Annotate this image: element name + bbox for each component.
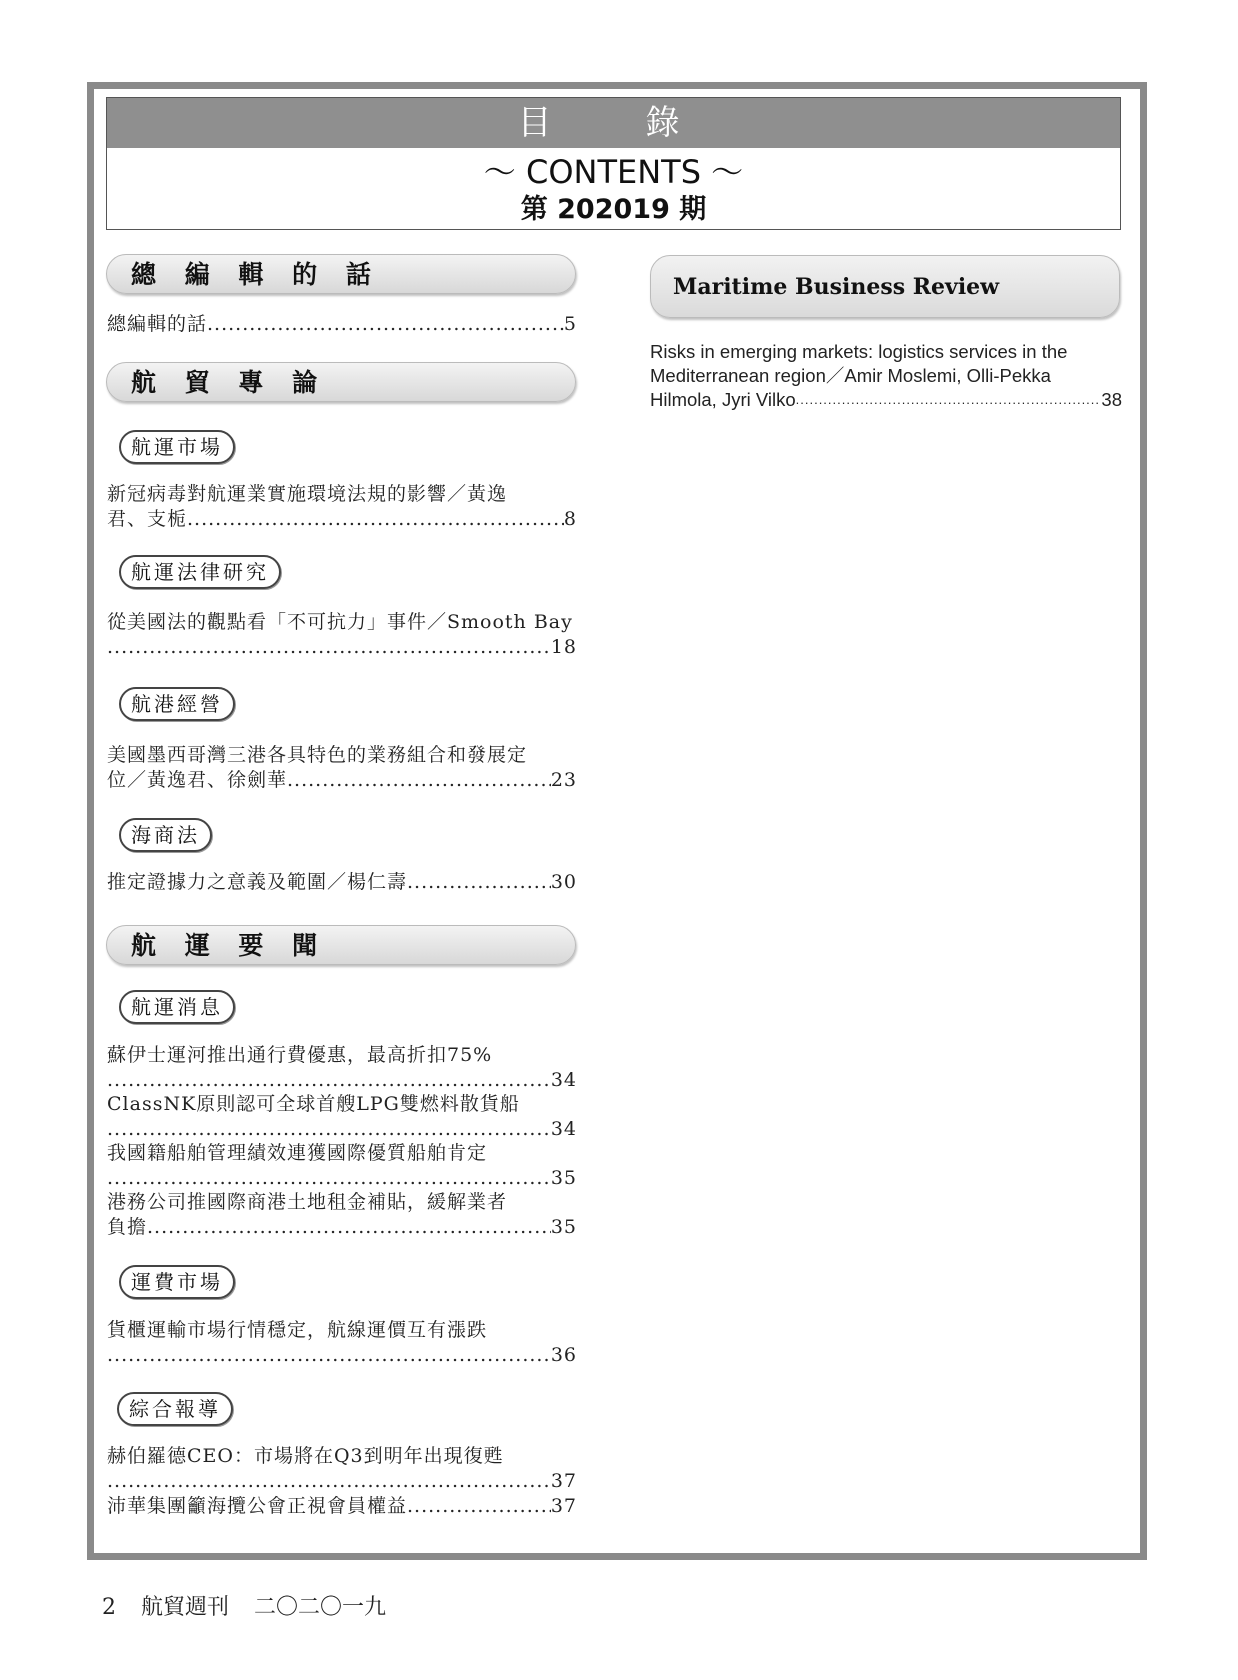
toc-entry[interactable] <box>107 1043 577 1093</box>
toc-entry[interactable] <box>107 482 577 532</box>
toc-entry-title: 總編輯的話 <box>107 313 208 335</box>
toc-entry[interactable] <box>107 870 577 895</box>
toc-entry-title: 沛華集團籲海攬公會正視會員權益 <box>107 1495 408 1517</box>
section-heading-editor <box>106 254 576 294</box>
toc-entry-page: 37 <box>550 1470 577 1492</box>
subsection-label-shipping-market: 航運市場 <box>119 430 235 464</box>
toc-entry-page: 36 <box>550 1344 577 1366</box>
subsection-label-maritime-law: 航運法律研究 <box>119 555 281 589</box>
toc-entry-page: 35 <box>550 1216 577 1238</box>
leader-dots <box>287 768 551 793</box>
subsection-label-freight-market: 運費市場 <box>119 1265 235 1299</box>
section-heading-editor-label: 總 編 輯 的 話 <box>131 260 381 289</box>
toc-entry[interactable] <box>107 312 577 337</box>
toc-entry[interactable] <box>107 743 577 793</box>
toc-entry-page: 18 <box>550 636 577 658</box>
leader-dots <box>407 1494 551 1519</box>
toc-entry[interactable] <box>107 1190 577 1240</box>
section-heading-mbr <box>650 255 1120 318</box>
section-heading-news <box>106 925 576 965</box>
toc-entry[interactable] <box>107 1318 577 1368</box>
leader-dots <box>407 870 551 895</box>
footer-issue-text: 二〇二〇一九 <box>254 1595 387 1620</box>
contents-header <box>106 97 1121 230</box>
toc-entry-title: 赫伯羅德CEO：市場將在Q3到明年出現復甦 <box>107 1445 504 1467</box>
subsection-label-shipping-news: 航運消息 <box>119 990 235 1024</box>
toc-entry[interactable] <box>107 1494 577 1519</box>
toc-entry-title: 推定證據力之意義及範圍／楊仁壽 <box>107 871 408 893</box>
toc-entry-title: 蘇伊士運河推出通行費優惠，最高折扣75% <box>107 1044 493 1066</box>
leader-dots <box>107 1469 551 1494</box>
subsection-label-general-report: 綜合報導 <box>117 1392 233 1426</box>
toc-entry[interactable] <box>107 1444 577 1494</box>
toc-entry-title-cont: 位／黃逸君、徐劍華 <box>107 769 288 791</box>
header-title: 目 錄 <box>107 98 1120 148</box>
section-heading-mbr-label: Maritime Business Review <box>673 274 1000 300</box>
toc-entry-title-cont: 負擔 <box>107 1216 148 1238</box>
subsection-label-port-operation: 航港經營 <box>119 687 235 721</box>
toc-entry-title: 從美國法的觀點看「不可抗力」事件／Smooth Bay <box>107 611 573 633</box>
footer-publication: 航貿週刊 <box>141 1595 230 1620</box>
toc-entry-page: 35 <box>550 1167 577 1189</box>
toc-entry-page: 8 <box>563 508 577 530</box>
toc-entry-title: ClassNK原則認可全球首艘LPG雙燃料散貨船 <box>107 1093 520 1115</box>
toc-entry-page: 34 <box>550 1069 577 1091</box>
leader-dots <box>107 1166 551 1191</box>
section-heading-trade-label: 航 貿 專 論 <box>131 368 328 397</box>
leader-dots <box>187 507 564 532</box>
section-heading-news-label: 航 運 要 聞 <box>131 931 328 960</box>
toc-entry-title-cont: Mediterranean region／Amir Moslemi, Olli-Pekka <box>650 365 1051 386</box>
toc-entry-page: 38 <box>1101 389 1122 410</box>
toc-entry-page: 37 <box>550 1495 577 1517</box>
toc-entry-title: Risks in emerging markets: logistics services in the <box>650 341 1068 362</box>
toc-entry-title-cont: 君、支栀 <box>107 508 188 530</box>
toc-entry-title: 新冠病毒對航運業實施環境法規的影響／黃逸 <box>107 483 508 505</box>
toc-entry[interactable] <box>107 1141 577 1191</box>
leader-dots <box>107 1068 551 1093</box>
footer-page-number: 2 <box>102 1595 116 1620</box>
leader-dots <box>147 1215 551 1240</box>
toc-entry-title: 港務公司推國際商港土地租金補貼，緩解業者 <box>107 1191 508 1213</box>
leader-dots <box>107 1117 551 1142</box>
header-contents-label: ～ CONTENTS ～ <box>483 153 744 191</box>
page-footer <box>102 1590 404 1621</box>
leader-dots <box>107 1343 551 1368</box>
toc-entry-page: 23 <box>550 769 577 791</box>
toc-entry-title: 我國籍船舶管理績效連獲國際優質船舶肯定 <box>107 1142 488 1164</box>
toc-entry[interactable] <box>107 610 577 660</box>
toc-entry-title-cont: Hilmola, Jyri Vilko <box>650 389 796 410</box>
toc-entry[interactable] <box>107 1092 577 1142</box>
leader-dots <box>796 388 1102 412</box>
leader-dots <box>107 635 551 660</box>
toc-entry[interactable] <box>650 340 1122 412</box>
header-issue-number: 第 202019 期 <box>520 194 707 225</box>
leader-dots <box>207 312 564 337</box>
toc-entry-page: 30 <box>550 871 577 893</box>
toc-entry-title: 貨櫃運輸市場行情穩定，航線運價互有漲跌 <box>107 1319 488 1341</box>
toc-entry-page: 34 <box>550 1118 577 1140</box>
section-heading-trade <box>106 362 576 402</box>
toc-entry-title: 美國墨西哥灣三港各具特色的業務組合和發展定 <box>107 744 528 766</box>
toc-entry-page: 5 <box>563 313 577 335</box>
subsection-label-maritime-law-2: 海商法 <box>119 818 212 852</box>
